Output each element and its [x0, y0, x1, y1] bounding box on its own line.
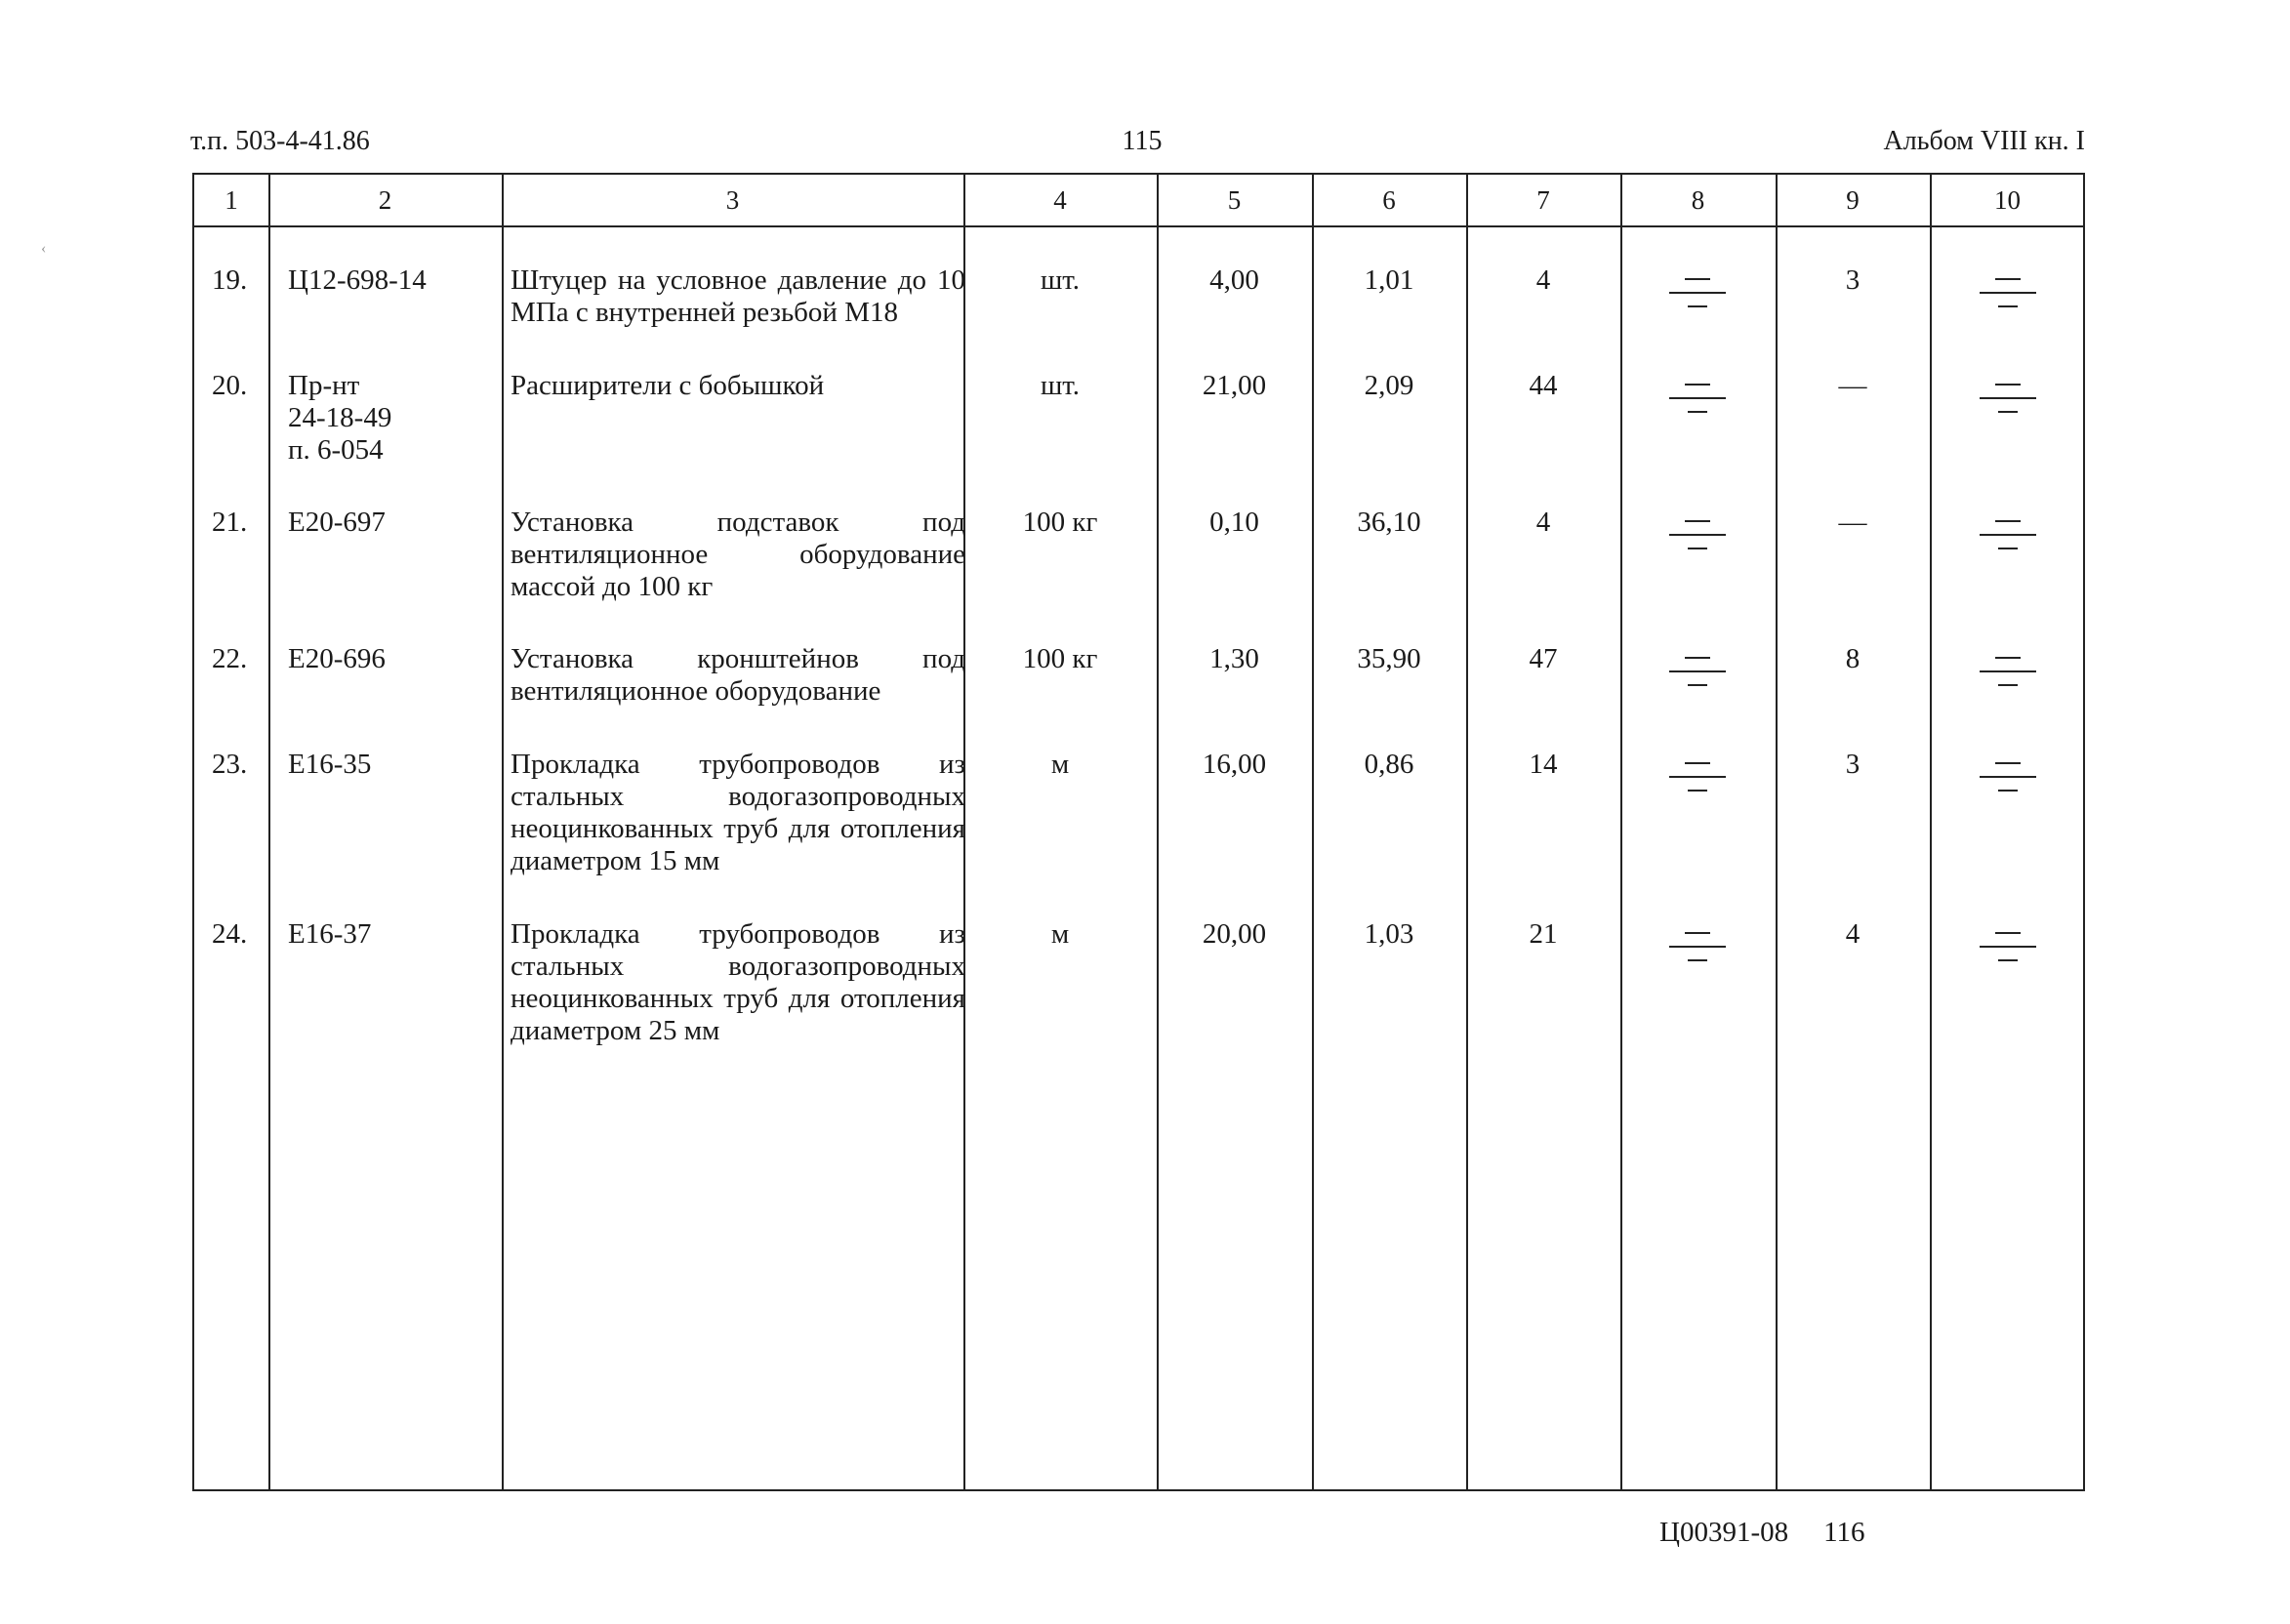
- value-col6: 2,09: [1364, 370, 1414, 401]
- scan-speck: ‹: [41, 240, 47, 257]
- norm-code: Е20-697: [288, 507, 386, 538]
- row-number: 22.: [212, 643, 248, 674]
- unit-of-measure: м: [1050, 918, 1070, 950]
- row-number: 20.: [212, 370, 248, 401]
- fraction-dash-icon: [1666, 514, 1729, 557]
- norm-code: Е20-696: [288, 643, 386, 674]
- column-divider: [502, 175, 504, 1489]
- fraction-dash-icon: [1666, 926, 1729, 969]
- row-number: 23.: [212, 749, 248, 780]
- page-number: 115: [1122, 126, 1163, 156]
- column-divider: [268, 175, 270, 1489]
- work-description: Прокладка трубопроводов из стальных водогазопроводных неоцинкованных труб для отопления диаметром 15 мм: [511, 749, 965, 876]
- value-col9: —: [1838, 507, 1867, 538]
- fraction-dash-icon: [1666, 651, 1729, 694]
- row-number: 24.: [212, 918, 248, 950]
- value-col9: 3: [1845, 264, 1861, 296]
- value-col7: 14: [1529, 749, 1558, 780]
- value-col5: 1,30: [1209, 643, 1259, 674]
- unit-of-measure: 100 кг: [1022, 643, 1098, 674]
- fraction-dash-icon: [1977, 651, 2039, 694]
- footer-page-number: 116: [1823, 1517, 1865, 1548]
- work-description: Установка кронштейнов под вентиляционное оборудование: [511, 643, 965, 707]
- value-col5: 4,00: [1209, 264, 1259, 296]
- unit-of-measure: шт.: [1040, 370, 1081, 401]
- work-description: Прокладка трубопроводов из стальных водогазопроводных неоцинкованных труб для отопления диаметром 25 мм: [511, 918, 965, 1046]
- work-description: Расширители с бобышкой: [511, 370, 825, 401]
- column-divider: [1930, 175, 1932, 1489]
- column-number-10: 10: [1994, 185, 2021, 215]
- value-col7: 4: [1535, 507, 1551, 538]
- work-description: Штуцер на условное давление до 10 МПа с внутренней резьбой М18: [511, 264, 965, 328]
- footer-document-code: Ц00391-08: [1659, 1517, 1789, 1548]
- fraction-dash-icon: [1977, 272, 2039, 315]
- value-col5: 0,10: [1209, 507, 1259, 538]
- value-col7: 21: [1529, 918, 1558, 950]
- fraction-dash-icon: [1666, 378, 1729, 421]
- estimate-table: [192, 173, 2085, 1491]
- norm-code: Пр-нт 24-18-49 п. 6-054: [288, 370, 392, 466]
- column-divider: [1620, 175, 1622, 1489]
- document-designation: т.п. 503-4-41.86: [190, 126, 370, 156]
- norm-code: Ц12-698-14: [288, 264, 427, 296]
- column-number-8: 8: [1691, 185, 1705, 215]
- value-col5: 21,00: [1202, 370, 1267, 401]
- value-col7: 4: [1535, 264, 1551, 296]
- fraction-dash-icon: [1977, 378, 2039, 421]
- norm-code: Е16-35: [288, 749, 372, 780]
- unit-of-measure: м: [1050, 749, 1070, 780]
- fraction-dash-icon: [1977, 926, 2039, 969]
- value-col9: —: [1838, 370, 1867, 401]
- fraction-dash-icon: [1666, 756, 1729, 799]
- column-number-6: 6: [1382, 185, 1396, 215]
- value-col5: 20,00: [1202, 918, 1267, 950]
- fraction-dash-icon: [1666, 272, 1729, 315]
- column-number-5: 5: [1227, 185, 1242, 215]
- fraction-dash-icon: [1977, 514, 2039, 557]
- album-reference: Альбом VIII кн. I: [1883, 126, 2085, 156]
- column-number-1: 1: [225, 185, 238, 215]
- value-col9: 3: [1845, 749, 1861, 780]
- column-number-3: 3: [725, 185, 740, 215]
- norm-code: Е16-37: [288, 918, 372, 950]
- fraction-dash-icon: [1977, 756, 2039, 799]
- unit-of-measure: шт.: [1040, 264, 1081, 296]
- value-col6: 1,03: [1364, 918, 1414, 950]
- column-number-9: 9: [1846, 185, 1860, 215]
- value-col6: 1,01: [1364, 264, 1414, 296]
- column-number-2: 2: [378, 185, 392, 215]
- value-col6: 0,86: [1364, 749, 1414, 780]
- value-col9: 8: [1845, 643, 1861, 674]
- value-col9: 4: [1845, 918, 1861, 950]
- column-number-4: 4: [1053, 185, 1067, 215]
- value-col7: 47: [1529, 643, 1558, 674]
- row-number: 19.: [212, 264, 248, 296]
- value-col6: 36,10: [1357, 507, 1421, 538]
- value-col5: 16,00: [1202, 749, 1267, 780]
- work-description: Установка подставок под вентиляционное оборудование массой до 100 кг: [511, 507, 965, 602]
- sheet-footer: [1659, 1516, 1865, 1549]
- unit-of-measure: 100 кг: [1022, 507, 1098, 538]
- value-col7: 44: [1529, 370, 1558, 401]
- value-col6: 35,90: [1357, 643, 1421, 674]
- column-number-7: 7: [1536, 185, 1550, 215]
- header-separator: [194, 225, 2083, 227]
- row-number: 21.: [212, 507, 248, 538]
